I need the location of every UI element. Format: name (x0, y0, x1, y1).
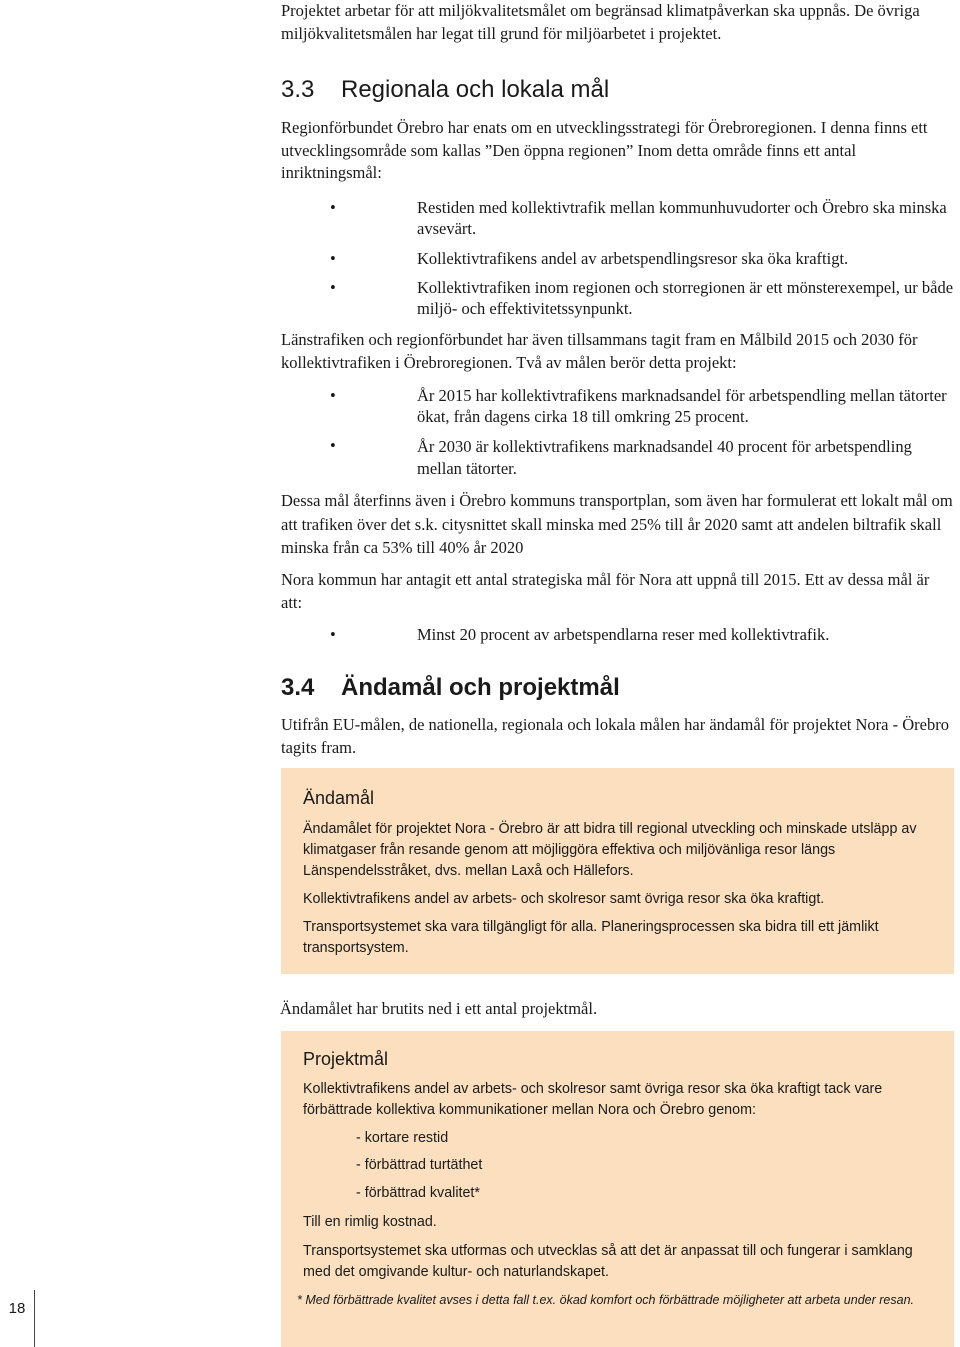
bullet-glyph: • (330, 436, 336, 455)
bullet-text: Kollektivtrafiken inom regionen och storregionen är ett mönsterexempel, ur både miljö- och effektivitetssynpunkt. (417, 278, 954, 318)
between-boxes-text: Ändamålet har brutits ned i ett antal projektmål. (280, 999, 598, 1018)
page-number: 18 (8, 1300, 26, 1317)
section-heading-3-3 (281, 76, 609, 104)
section-title: Ändamål och projektmål (341, 674, 620, 701)
intro-paragraph: Projektet arbetar för att miljökvalitetsmålet om begränsad klimatpåverkan ska uppnås. De övriga miljökvalitetsmålen har legat till grund för miljöarbetet i projektet. (281, 1, 920, 43)
section-3-3-paragraph-2: Länstrafiken och regionförbundet har även tillsammans tagit fram en Målbild 2015 och 2030 för kollektivtrafiken i Örebroregionen. Två av målen berör detta projekt: (281, 330, 918, 372)
box-paragraph: Transportsystemet ska vara tillgängligt för alla. Planeringsprocessen ska bidra till ett jämlikt transportsystem. (303, 919, 879, 956)
section-heading-3-4 (281, 674, 620, 702)
section-title: Regionala och lokala mål (341, 76, 610, 103)
section-3-3-paragraph-3: Dessa mål återfinns även i Örebro kommuns transportplan, som även har formulerat ett lokalt mål om att trafiken över det s.k. citysnittet skall minska med 25% till år 2020 samt att andelen biltrafik skall minska från ca 53% till 40% år 2020 (281, 491, 953, 557)
footnote: * Med förbättrade kvalitet avses i detta fall t.ex. ökad komfort och förbättrade möjligheter att arbeta under resan. (297, 1293, 914, 1307)
bullet-glyph: • (330, 249, 336, 268)
bullet-glyph: • (330, 198, 336, 217)
bullet-text: År 2030 är kollektivtrafikens marknadsandel 40 procent för arbetspendling mellan tätorter. (417, 437, 912, 478)
box-paragraph: Kollektivtrafikens andel av arbets- och skolresor samt övriga resor ska öka kraftigt tack vare förbättrade kollektiva kommunikationer mellan Nora och Örebro genom: (303, 1081, 883, 1118)
bullet-text: Restiden med kollektivtrafik mellan kommunhuvudorter och Örebro ska minska avsevärt. (417, 198, 947, 238)
section-number: 3.4 (281, 674, 315, 701)
bullet-glyph: • (330, 625, 336, 644)
box-paragraph: Transportsystemet ska utformas och utvecklas så att det är anpassat till och fungerar i samklang med det omgivande kultur- och naturlandskapet. (303, 1243, 913, 1280)
box-paragraph: Kollektivtrafikens andel av arbets- och skolresor samt övriga resor ska öka kraftigt. (303, 891, 825, 907)
projektmal-box (281, 1031, 954, 1347)
section-3-3-paragraph-4: Nora kommun har antagit ett antal strategiska mål för Nora att uppnå till 2015. Ett av dessa mål är att: (281, 570, 930, 612)
dash-list-item: - förbättrad kvalitet* (356, 1185, 480, 1201)
andamal-box (281, 768, 954, 974)
box-paragraph: Ändamålet för projektet Nora - Örebro är att bidra till regional utveckling och minskade utsläpp av klimatgaser från resande genom att möjliggöra effektiva och miljövänliga resor längs Länspendelsstråket, dvs. mellan Laxå och Hällefors. (303, 821, 917, 879)
box-heading: Ändamål (303, 788, 375, 808)
bullet-text: Kollektivtrafikens andel av arbetspendlingsresor ska öka kraftigt. (417, 249, 849, 268)
bullet-text: År 2015 har kollektivtrafikens marknadsandel för arbetspendling mellan tätorter ökat, från dagens cirka 18 till omkring 25 procent. (417, 386, 947, 426)
box-heading: Projektmål (303, 1049, 389, 1069)
page-margin-rule (34, 1290, 35, 1347)
bullet-text: Minst 20 procent av arbetspendlarna reser med kollektivtrafik. (417, 625, 830, 644)
section-3-3-paragraph-1: Regionförbundet Örebro har enats om en utvecklingsstrategi för Örebroregionen. I denna finns ett utvecklingsområde som kallas ”Den öppna regionen” Inom detta område finns ett antal inriktningsmål: (281, 118, 928, 182)
box-paragraph: Till en rimlig kostnad. (303, 1214, 437, 1230)
section-3-4-paragraph-1: Utifrån EU-målen, de nationella, regionala och lokala målen har ändamål för projektet Nora - Örebro tagits fram. (281, 715, 949, 757)
dash-list-item: - förbättrad turtäthet (356, 1157, 483, 1173)
bullet-glyph: • (330, 386, 336, 405)
dash-list-item: - kortare restid (356, 1130, 449, 1146)
bullet-glyph: • (330, 278, 336, 297)
section-number: 3.3 (281, 76, 315, 103)
